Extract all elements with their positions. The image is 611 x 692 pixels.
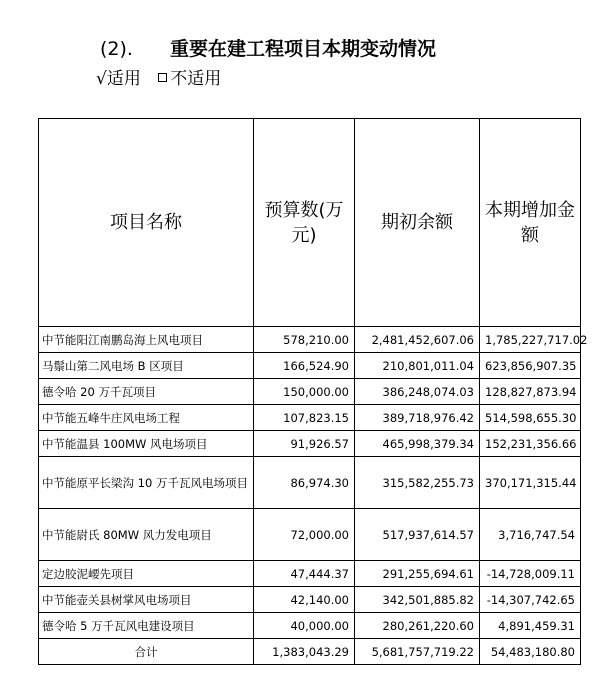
section-heading xyxy=(100,34,436,61)
total-label-cell: 合计 xyxy=(39,639,254,665)
budget-cell: 47,444.37 xyxy=(254,561,355,587)
opening-balance-cell: 2,481,452,607.06 xyxy=(355,327,480,353)
table-row xyxy=(39,613,581,639)
check-mark-icon: √ xyxy=(96,69,107,89)
budget-cell: 72,000.00 xyxy=(254,509,355,561)
total-budget-cell: 1,383,043.29 xyxy=(254,639,355,665)
table-row xyxy=(39,327,581,353)
period-increase-cell: 623,856,907.35 xyxy=(480,353,581,379)
opening-balance-cell: 210,801,011.04 xyxy=(355,353,480,379)
period-increase-cell: 128,827,873.94 xyxy=(480,379,581,405)
option-applicable-label: 适用 xyxy=(106,69,141,89)
budget-cell: 42,140.00 xyxy=(254,587,355,613)
project-name-cell: 马鬃山第二风电场 B 区项目 xyxy=(39,353,254,379)
opening-balance-cell: 517,937,614.57 xyxy=(355,509,480,561)
budget-cell: 40,000.00 xyxy=(254,613,355,639)
total-opening-balance-cell: 5,681,757,719.22 xyxy=(355,639,480,665)
empty-checkbox-icon xyxy=(158,73,167,82)
period-increase-cell: -14,307,742.65 xyxy=(480,587,581,613)
table-row xyxy=(39,431,581,457)
table-row xyxy=(39,561,581,587)
period-increase-cell: 1,785,227,717.02 xyxy=(480,327,581,353)
period-increase-cell: 514,598,655.30 xyxy=(480,405,581,431)
project-name-cell: 中节能温县 100MW 风电场项目 xyxy=(39,431,254,457)
budget-cell: 86,974.30 xyxy=(254,457,355,509)
opening-balance-cell: 291,255,694.61 xyxy=(355,561,480,587)
table-row xyxy=(39,509,581,561)
header-opening-balance: 期初余额 xyxy=(355,119,480,327)
opening-balance-cell: 386,248,074.03 xyxy=(355,379,480,405)
period-increase-cell: 3,716,747.54 xyxy=(480,509,581,561)
table-header-row xyxy=(39,119,581,327)
table-row xyxy=(39,353,581,379)
period-increase-cell: 370,171,315.44 xyxy=(480,457,581,509)
table-row xyxy=(39,405,581,431)
section-number: (2). xyxy=(100,38,133,60)
opening-balance-cell: 315,582,255.73 xyxy=(355,457,480,509)
project-name-cell: 中节能原平长梁沟 10 万千瓦风电场项目 xyxy=(39,457,254,509)
project-name-cell: 中节能阳江南鹏岛海上风电项目 xyxy=(39,327,254,353)
table-row xyxy=(39,379,581,405)
budget-cell: 150,000.00 xyxy=(254,379,355,405)
applicability-options xyxy=(96,64,233,89)
construction-projects-table xyxy=(38,118,588,665)
project-name-cell: 中节能五峰牛庄风电场工程 xyxy=(39,405,254,431)
project-name-cell: 德令哈 20 万千瓦项目 xyxy=(39,379,254,405)
header-project-name: 项目名称 xyxy=(39,119,254,327)
project-name-cell: 中节能尉氏 80MW 风力发电项目 xyxy=(39,509,254,561)
header-budget: 预算数(万元) xyxy=(254,119,355,327)
period-increase-cell: 4,891,459.31 xyxy=(480,613,581,639)
table-row xyxy=(39,587,581,613)
budget-cell: 91,926.57 xyxy=(254,431,355,457)
project-name-cell: 德令哈 5 万千瓦风电建设项目 xyxy=(39,613,254,639)
project-name-cell: 中节能壶关县树掌风电场项目 xyxy=(39,587,254,613)
opening-balance-cell: 342,501,885.82 xyxy=(355,587,480,613)
period-increase-cell: -14,728,009.11 xyxy=(480,561,581,587)
project-name-cell: 定边胶泥崾先项目 xyxy=(39,561,254,587)
total-row xyxy=(39,639,581,665)
header-period-increase: 本期增加金额 xyxy=(480,119,581,327)
total-period-increase-cell: 54,483,180.80 xyxy=(480,639,581,665)
option-not-applicable xyxy=(158,69,221,89)
opening-balance-cell: 280,261,220.60 xyxy=(355,613,480,639)
option-applicable xyxy=(96,69,141,89)
budget-cell: 578,210.00 xyxy=(254,327,355,353)
budget-cell: 166,524.90 xyxy=(254,353,355,379)
opening-balance-cell: 389,718,976.42 xyxy=(355,405,480,431)
option-not-applicable-label: 不适用 xyxy=(170,69,222,89)
budget-cell: 107,823.15 xyxy=(254,405,355,431)
opening-balance-cell: 465,998,379.34 xyxy=(355,431,480,457)
section-title: 重要在建工程项目本期变动情况 xyxy=(170,38,437,60)
table-row xyxy=(39,457,581,509)
period-increase-cell: 152,231,356.66 xyxy=(480,431,581,457)
